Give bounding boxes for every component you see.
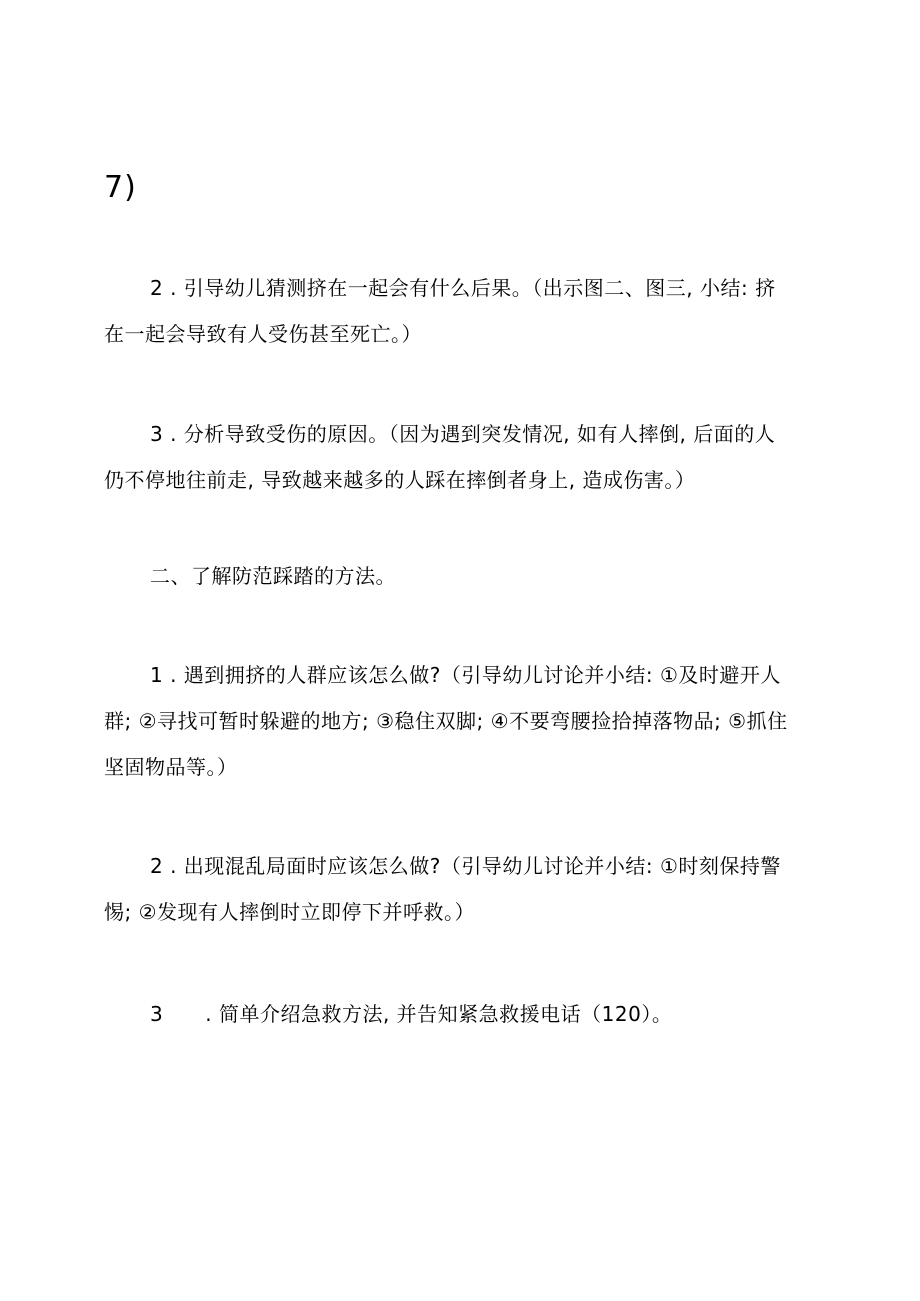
paragraph-line: 在一起会导致有人受伤甚至死亡。） <box>104 322 422 346</box>
paragraph-line: 1 . 遇到拥挤的人群应该怎么做?（引导幼儿讨论并小结: ①及时避开人 <box>150 663 781 687</box>
paragraph-line: 群; ②寻找可暂时躲避的地方; ③稳住双脚; ④不要弯腰捡拾掉落物品; ⑤抓住 <box>104 709 788 733</box>
paragraph-first-aid <box>104 991 820 1037</box>
paragraph-line: 3 . 分析导致受伤的原因。（因为遇到突发情况, 如有人摔倒, 后面的人 <box>150 422 776 446</box>
paragraph-line: 2 . 出现混乱局面时应该怎么做?（引导幼儿讨论并小结: ①时刻保持警 <box>150 854 781 878</box>
item-text: . 简单介绍急救方法, 并告知紧急救援电话（120）。 <box>205 1002 673 1026</box>
paragraph-line: 仍不停地往前走, 导致越来越多的人踩在摔倒者身上, 造成伤害。） <box>104 468 696 492</box>
paragraph-line: 坚固物品等。） <box>104 755 238 779</box>
paragraph-crowd-response <box>104 652 820 790</box>
section-heading: 二、了解防范踩踏的方法。 <box>150 564 396 588</box>
paragraph-line <box>104 991 820 1037</box>
paragraph-line: 惕; ②发现有人摔倒时立即停下并呼救。） <box>104 900 476 924</box>
paragraph-guess-consequences <box>104 265 820 357</box>
paragraph-chaos-response <box>104 843 820 935</box>
section-heading-prevention <box>104 553 820 599</box>
paragraph-line: 2 . 引导幼儿猜测挤在一起会有什么后果。（出示图二、图三, 小结: 挤 <box>150 276 776 300</box>
item-number: 3 <box>150 1002 164 1026</box>
list-fragment: 7) <box>104 170 137 205</box>
paragraph-analyze-causes <box>104 411 820 503</box>
